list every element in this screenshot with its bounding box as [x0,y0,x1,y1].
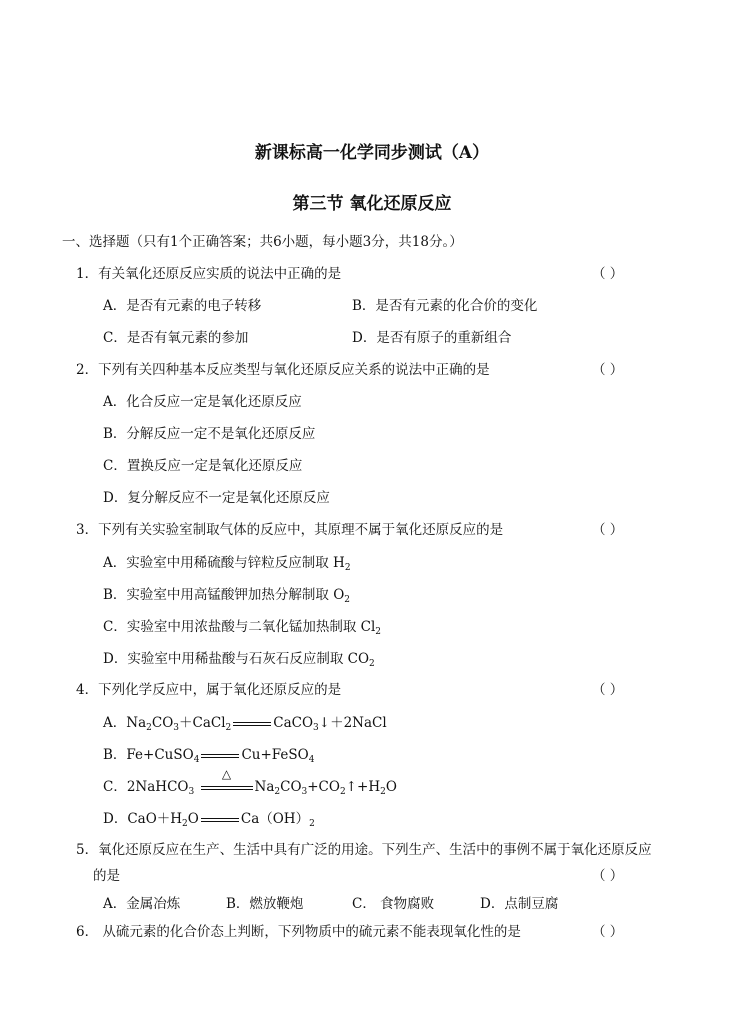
q3-option-d: D．实验室中用稀盐酸与石灰石反应制取 $CO_2$ [103,651,375,669]
equals-arrow [201,745,239,765]
answer-bracket: （ ） [592,682,624,698]
section-heading: 一、选择题（只有1个正确答案；共6小题，每小题3分，共18分。） [62,234,463,250]
q2-option-d: D．复分解反应不一定是氧化还原反应 [103,490,330,506]
q2-option-b: B．分解反应一定不是氧化还原反应 [103,426,316,442]
section-title: 第三节 氧化还原反应 [292,194,452,214]
question-3-stem: 3．下列有关实验室制取气体的反应中，其原理不属于氧化还原反应的是 [76,522,504,538]
answer-bracket: （ ） [592,868,624,884]
q5-option-c: C． 食物腐败 [352,896,435,912]
q5-option-b: B．燃放鞭炮 [226,896,304,912]
q2-option-c: C．置换反应一定是氧化还原反应 [103,458,303,474]
page-title: 新课标高一化学同步测试（A） [254,143,490,163]
equals-arrow [201,809,239,829]
heat-symbol: △ [221,767,232,781]
q1-option-a: A．是否有元素的电子转移 [103,298,262,314]
equals-arrow [233,713,271,733]
question-1-stem: 1．有关氧化还原反应实质的说法中正确的是 [76,266,342,282]
q2-option-a: A．化合反应一定是氧化还原反应 [103,394,302,410]
answer-bracket: （ ） [592,362,624,378]
question-6-stem: 6． 从硫元素的化合价态上判断，下列物质中的硫元素不能表现氧化性的是 [76,924,521,940]
question-5-stem-cont: 的是 [93,868,120,884]
q3-option-c: C．实验室中用浓盐酸与二氧化锰加热制取 $Cl_2$ [103,619,382,637]
q4-option-d: D．$CaO+H_2O$ $Ca(OH)_2$ [103,811,315,829]
answer-bracket: （ ） [592,266,624,282]
q1-option-d: D．是否有原子的重新组合 [352,330,512,346]
q4-option-c: C．2NaHCO$_3$ △ $Na_2CO_3+CO_2↑+H_2O$ [103,777,397,797]
heat-equals-arrow [201,767,253,797]
q5-option-d: D．点制豆腐 [480,896,559,912]
question-5-stem: 5．氧化还原反应在生产、生活中具有广泛的用途。下列生产、生活中的事例不属于氧化还原反应 [76,842,652,858]
q1-option-c: C．是否有氧元素的参加 [103,330,249,346]
answer-bracket: （ ） [592,924,624,940]
q4-option-b: B．Fe+CuSO$_4$ Cu+FeSO$_4$ [103,747,315,765]
q3-option-b: B．实验室中用高锰酸钾加热分解制取 $O_2$ [103,587,351,605]
answer-bracket: （ ） [592,522,624,538]
question-4-stem: 4．下列化学反应中，属于氧化还原反应的是 [76,682,342,698]
q4-option-a: A．$Na_2CO_3+CaCl_2$ CaCO$_3$↓＋2NaCl [103,715,387,733]
q3-option-a: A．实验室中用稀硫酸与锌粒反应制取 $H_2$ [103,555,351,573]
question-2-stem: 2．下列有关四种基本反应类型与氧化还原反应关系的说法中正确的是 [76,362,490,378]
q1-option-b: B．是否有元素的化合价的变化 [352,298,538,314]
q5-option-a: A．金属冶炼 [103,896,181,912]
